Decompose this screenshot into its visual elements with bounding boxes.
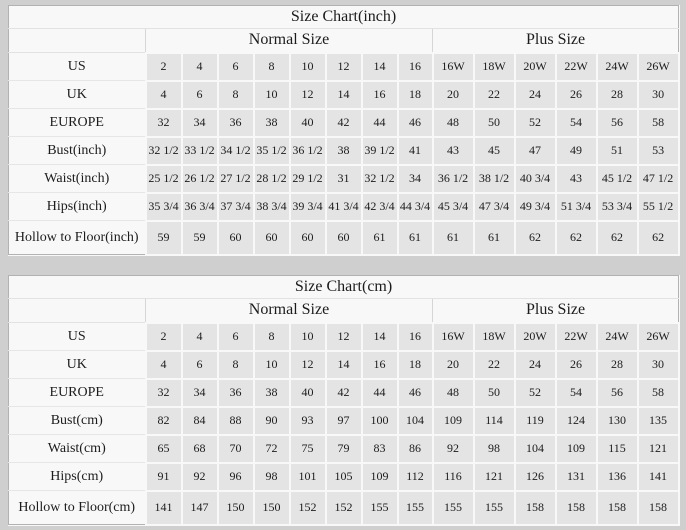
table-row: [9, 193, 679, 221]
value-cell: 26: [556, 81, 597, 109]
table-row: [9, 137, 679, 165]
value-cell: 61: [398, 221, 433, 255]
value-cell: 45 1/2: [597, 165, 638, 193]
value-cell: 147: [182, 491, 218, 525]
value-cell: 105: [326, 463, 362, 491]
value-cell: 22: [474, 351, 515, 379]
value-cell: 92: [182, 463, 218, 491]
size-chart-inch-table: [8, 5, 680, 256]
table-row: [9, 435, 679, 463]
value-cell: 58: [638, 109, 679, 137]
value-cell: 38 1/2: [474, 165, 515, 193]
value-cell: 96: [218, 463, 254, 491]
table-row: [9, 165, 679, 193]
value-cell: 62: [597, 221, 638, 255]
value-cell: 61: [362, 221, 398, 255]
row-label: Bust(cm): [9, 407, 146, 435]
row-label: US: [9, 323, 146, 351]
value-cell: 158: [515, 491, 556, 525]
value-cell: 50: [474, 109, 515, 137]
value-cell: 26W: [638, 53, 679, 81]
value-cell: 124: [556, 407, 597, 435]
value-cell: 54: [556, 109, 597, 137]
value-cell: 6: [182, 351, 218, 379]
row-label: Hips(inch): [9, 193, 146, 221]
value-cell: 26 1/2: [182, 165, 218, 193]
value-cell: 155: [433, 491, 474, 525]
row-label: Waist(inch): [9, 165, 146, 193]
value-cell: 25 1/2: [146, 165, 182, 193]
value-cell: 38 3/4: [254, 193, 290, 221]
value-cell: 6: [218, 323, 254, 351]
size-chart-inch-title: Size Chart(inch): [9, 6, 679, 29]
value-cell: 44: [362, 379, 398, 407]
column-group-row: [9, 299, 679, 323]
value-cell: 97: [326, 407, 362, 435]
value-cell: 24: [515, 81, 556, 109]
value-cell: 18W: [474, 53, 515, 81]
value-cell: 47 3/4: [474, 193, 515, 221]
value-cell: 155: [474, 491, 515, 525]
value-cell: 130: [597, 407, 638, 435]
value-cell: 4: [182, 53, 218, 81]
row-label: UK: [9, 351, 146, 379]
value-cell: 48: [433, 379, 474, 407]
value-cell: 56: [597, 379, 638, 407]
value-cell: 30: [638, 81, 679, 109]
value-cell: 24: [515, 351, 556, 379]
value-cell: 72: [254, 435, 290, 463]
value-cell: 59: [146, 221, 182, 255]
value-cell: 115: [597, 435, 638, 463]
value-cell: 109: [362, 463, 398, 491]
value-cell: 22W: [556, 323, 597, 351]
row-label: Bust(inch): [9, 137, 146, 165]
value-cell: 16: [398, 53, 433, 81]
value-cell: 98: [474, 435, 515, 463]
row-label: Waist(cm): [9, 435, 146, 463]
value-cell: 20W: [515, 53, 556, 81]
row-label: Hollow to Floor(inch): [9, 221, 146, 255]
value-cell: 86: [398, 435, 433, 463]
value-cell: 10: [290, 53, 326, 81]
value-cell: 2: [146, 53, 182, 81]
value-cell: 36: [218, 109, 254, 137]
value-cell: 28: [597, 81, 638, 109]
value-cell: 136: [597, 463, 638, 491]
value-cell: 126: [515, 463, 556, 491]
value-cell: 12: [290, 81, 326, 109]
value-cell: 28: [597, 351, 638, 379]
value-cell: 119: [515, 407, 556, 435]
corner-cell: [9, 29, 146, 53]
value-cell: 51 3/4: [556, 193, 597, 221]
value-cell: 16W: [433, 53, 474, 81]
value-cell: 36 1/2: [290, 137, 326, 165]
value-cell: 39 1/2: [362, 137, 398, 165]
value-cell: 59: [182, 221, 218, 255]
value-cell: 93: [290, 407, 326, 435]
value-cell: 8: [218, 81, 254, 109]
value-cell: 152: [290, 491, 326, 525]
value-cell: 42: [326, 109, 362, 137]
value-cell: 47: [515, 137, 556, 165]
corner-cell: [9, 299, 146, 323]
value-cell: 40 3/4: [515, 165, 556, 193]
value-cell: 141: [146, 491, 182, 525]
row-label: US: [9, 53, 146, 81]
value-cell: 155: [398, 491, 433, 525]
size-chart-cm-title: Size Chart(cm): [9, 276, 679, 299]
value-cell: 70: [218, 435, 254, 463]
value-cell: 12: [290, 351, 326, 379]
value-cell: 83: [362, 435, 398, 463]
value-cell: 20: [433, 351, 474, 379]
value-cell: 60: [254, 221, 290, 255]
value-cell: 42 3/4: [362, 193, 398, 221]
value-cell: 8: [254, 323, 290, 351]
value-cell: 32: [146, 379, 182, 407]
value-cell: 14: [362, 323, 398, 351]
value-cell: 24W: [597, 53, 638, 81]
value-cell: 41: [398, 137, 433, 165]
table-title-row: [9, 6, 679, 29]
plus-size-header: Plus Size: [433, 29, 679, 53]
value-cell: 60: [290, 221, 326, 255]
value-cell: 48: [433, 109, 474, 137]
value-cell: 38: [326, 137, 362, 165]
value-cell: 61: [474, 221, 515, 255]
value-cell: 18: [398, 81, 433, 109]
value-cell: 40: [290, 379, 326, 407]
value-cell: 34: [182, 379, 218, 407]
table-row: [9, 221, 679, 255]
table-row: [9, 407, 679, 435]
value-cell: 32 1/2: [146, 137, 182, 165]
value-cell: 12: [326, 323, 362, 351]
value-cell: 26W: [638, 323, 679, 351]
value-cell: 158: [597, 491, 638, 525]
value-cell: 45 3/4: [433, 193, 474, 221]
size-chart-cm-table: [8, 275, 680, 526]
value-cell: 91: [146, 463, 182, 491]
value-cell: 8: [218, 351, 254, 379]
value-cell: 121: [638, 435, 679, 463]
normal-size-header: Normal Size: [146, 29, 433, 53]
value-cell: 82: [146, 407, 182, 435]
value-cell: 109: [433, 407, 474, 435]
value-cell: 112: [398, 463, 433, 491]
value-cell: 51: [597, 137, 638, 165]
value-cell: 16: [362, 351, 398, 379]
value-cell: 16W: [433, 323, 474, 351]
value-cell: 49 3/4: [515, 193, 556, 221]
value-cell: 10: [254, 351, 290, 379]
value-cell: 43: [556, 165, 597, 193]
value-cell: 90: [254, 407, 290, 435]
value-cell: 56: [597, 109, 638, 137]
value-cell: 27 1/2: [218, 165, 254, 193]
value-cell: 26: [556, 351, 597, 379]
value-cell: 4: [146, 351, 182, 379]
value-cell: 135: [638, 407, 679, 435]
row-label: UK: [9, 81, 146, 109]
row-label: EUROPE: [9, 109, 146, 137]
value-cell: 53 3/4: [597, 193, 638, 221]
value-cell: 68: [182, 435, 218, 463]
value-cell: 36 3/4: [182, 193, 218, 221]
value-cell: 18: [398, 351, 433, 379]
value-cell: 35 3/4: [146, 193, 182, 221]
value-cell: 47 1/2: [638, 165, 679, 193]
value-cell: 40: [290, 109, 326, 137]
value-cell: 50: [474, 379, 515, 407]
value-cell: 62: [556, 221, 597, 255]
value-cell: 44: [362, 109, 398, 137]
value-cell: 44 3/4: [398, 193, 433, 221]
value-cell: 114: [474, 407, 515, 435]
value-cell: 20W: [515, 323, 556, 351]
value-cell: 109: [556, 435, 597, 463]
value-cell: 31: [326, 165, 362, 193]
value-cell: 32 1/2: [362, 165, 398, 193]
row-label: Hollow to Floor(cm): [9, 491, 146, 525]
value-cell: 65: [146, 435, 182, 463]
value-cell: 45: [474, 137, 515, 165]
value-cell: 6: [218, 53, 254, 81]
value-cell: 150: [218, 491, 254, 525]
value-cell: 10: [254, 81, 290, 109]
value-cell: 36: [218, 379, 254, 407]
value-cell: 46: [398, 379, 433, 407]
value-cell: 49: [556, 137, 597, 165]
value-cell: 92: [433, 435, 474, 463]
value-cell: 104: [398, 407, 433, 435]
value-cell: 36 1/2: [433, 165, 474, 193]
row-label: Hips(cm): [9, 463, 146, 491]
value-cell: 2: [146, 323, 182, 351]
table-row: [9, 351, 679, 379]
value-cell: 43: [433, 137, 474, 165]
value-cell: 16: [362, 81, 398, 109]
value-cell: 46: [398, 109, 433, 137]
value-cell: 37 3/4: [218, 193, 254, 221]
value-cell: 55 1/2: [638, 193, 679, 221]
table-row: [9, 323, 679, 351]
value-cell: 155: [362, 491, 398, 525]
value-cell: 29 1/2: [290, 165, 326, 193]
table-row: [9, 491, 679, 525]
value-cell: 22W: [556, 53, 597, 81]
value-cell: 39 3/4: [290, 193, 326, 221]
value-cell: 6: [182, 81, 218, 109]
value-cell: 100: [362, 407, 398, 435]
value-cell: 141: [638, 463, 679, 491]
table-row: [9, 81, 679, 109]
value-cell: 152: [326, 491, 362, 525]
value-cell: 54: [556, 379, 597, 407]
value-cell: 88: [218, 407, 254, 435]
value-cell: 41 3/4: [326, 193, 362, 221]
value-cell: 42: [326, 379, 362, 407]
value-cell: 10: [290, 323, 326, 351]
value-cell: 14: [326, 81, 362, 109]
value-cell: 60: [326, 221, 362, 255]
normal-size-header: Normal Size: [146, 299, 433, 323]
value-cell: 38: [254, 109, 290, 137]
value-cell: 52: [515, 109, 556, 137]
value-cell: 58: [638, 379, 679, 407]
value-cell: 158: [638, 491, 679, 525]
value-cell: 101: [290, 463, 326, 491]
value-cell: 79: [326, 435, 362, 463]
value-cell: 32: [146, 109, 182, 137]
value-cell: 34: [182, 109, 218, 137]
value-cell: 53: [638, 137, 679, 165]
value-cell: 24W: [597, 323, 638, 351]
table-title-row: [9, 276, 679, 299]
row-label: EUROPE: [9, 379, 146, 407]
value-cell: 34 1/2: [218, 137, 254, 165]
table-row: [9, 53, 679, 81]
value-cell: 14: [362, 53, 398, 81]
value-cell: 12: [326, 53, 362, 81]
value-cell: 150: [254, 491, 290, 525]
value-cell: 84: [182, 407, 218, 435]
value-cell: 38: [254, 379, 290, 407]
value-cell: 121: [474, 463, 515, 491]
value-cell: 16: [398, 323, 433, 351]
value-cell: 34: [398, 165, 433, 193]
value-cell: 158: [556, 491, 597, 525]
value-cell: 4: [146, 81, 182, 109]
value-cell: 20: [433, 81, 474, 109]
value-cell: 52: [515, 379, 556, 407]
value-cell: 60: [218, 221, 254, 255]
value-cell: 33 1/2: [182, 137, 218, 165]
column-group-row: [9, 29, 679, 53]
value-cell: 8: [254, 53, 290, 81]
value-cell: 116: [433, 463, 474, 491]
value-cell: 104: [515, 435, 556, 463]
value-cell: 28 1/2: [254, 165, 290, 193]
value-cell: 61: [433, 221, 474, 255]
value-cell: 30: [638, 351, 679, 379]
value-cell: 98: [254, 463, 290, 491]
value-cell: 131: [556, 463, 597, 491]
table-row: [9, 463, 679, 491]
table-row: [9, 109, 679, 137]
value-cell: 14: [326, 351, 362, 379]
value-cell: 18W: [474, 323, 515, 351]
plus-size-header: Plus Size: [433, 299, 679, 323]
table-row: [9, 379, 679, 407]
value-cell: 75: [290, 435, 326, 463]
value-cell: 62: [515, 221, 556, 255]
value-cell: 35 1/2: [254, 137, 290, 165]
value-cell: 62: [638, 221, 679, 255]
value-cell: 22: [474, 81, 515, 109]
value-cell: 4: [182, 323, 218, 351]
